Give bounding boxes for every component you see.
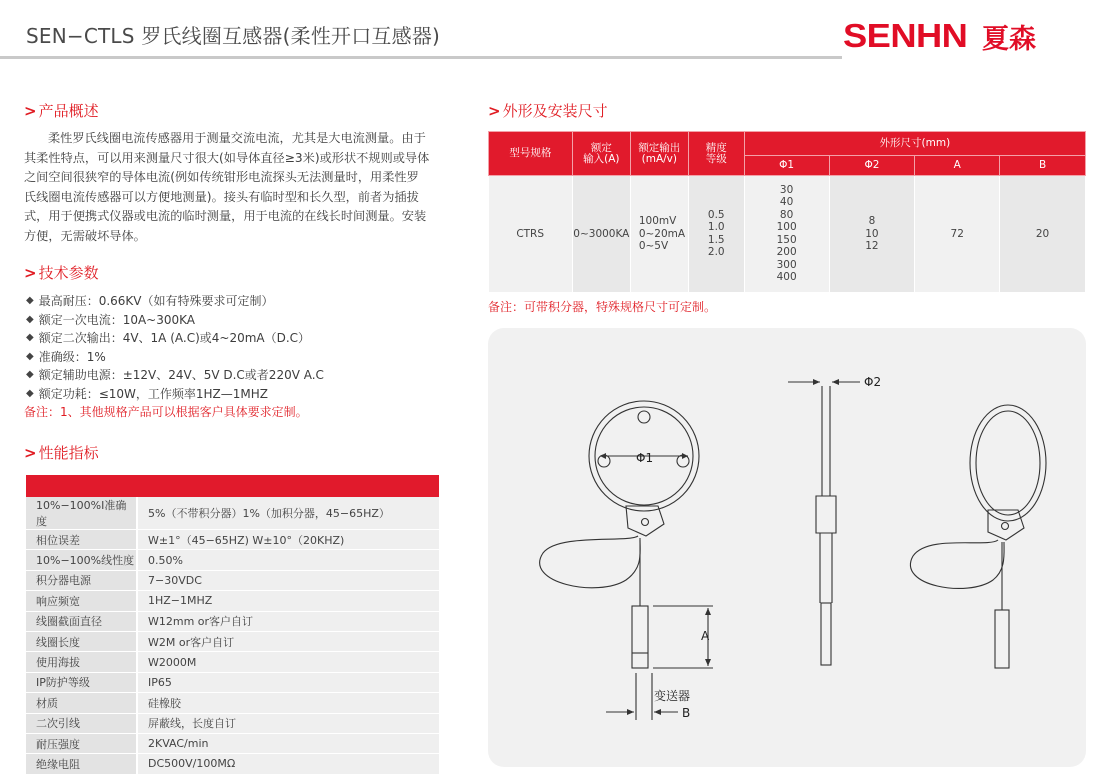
chevron-right-icon: > — [24, 444, 37, 462]
diamond-bullet-icon: ◆ — [26, 350, 34, 362]
transmitter-body-left — [632, 606, 648, 668]
col-outer-size: 外形尺寸(mm) — [744, 132, 1085, 156]
cell-output: 100mV 0~20mA 0~5V — [630, 176, 688, 292]
dimensions-note: 备注：可带积分器，特殊规格尺寸可定制。 — [488, 300, 717, 314]
cell-b: 20 — [1000, 176, 1086, 292]
table-row: 线圈截面直径 W12mm or客户自订 — [26, 611, 439, 631]
side-view-transmitter — [821, 603, 831, 665]
dimensions-heading: > 外形及安装尺寸 — [488, 102, 608, 120]
table-row: 耐压强度 2KVAC/min — [26, 733, 439, 753]
cell-input: 0~3000KA — [572, 176, 630, 292]
col-accuracy: 精度 等级 — [688, 132, 744, 176]
label-transmitter: 变送器 — [654, 689, 691, 703]
cable-loop-left — [540, 536, 641, 588]
dimensions-table — [488, 131, 1086, 292]
performance-header-bar — [26, 475, 439, 497]
overview-line: 氏线圈电流传感器可以方便地测量)。接头有临时型和长久型，前者为插拔 — [24, 189, 419, 204]
connector-screw-icon — [642, 519, 649, 526]
cell-a: 72 — [915, 176, 1000, 292]
overview-line: 式，用于便携式仪器或电流的临时测量，用于电流的在线长时间测量。安装 — [24, 209, 427, 223]
col-a: A — [915, 156, 1000, 176]
diagram-svg — [488, 328, 1086, 767]
diamond-bullet-icon: ◆ — [26, 369, 34, 380]
col-model: 型号规格 — [489, 132, 573, 176]
table-row: IP防护等级 IP65 — [26, 672, 439, 692]
specs-note: 备注：1、其他规格产品可以根据客户具体要求定制。 — [24, 405, 308, 419]
spec-item: ◆ 准确级：1% — [26, 348, 324, 367]
specs-heading: > 技术参数 — [24, 264, 99, 282]
table-row: 使用海拔 W2000M — [26, 652, 439, 672]
logo-text-cn: 夏森 — [982, 23, 1037, 55]
spec-item: ◆ 最高耐压：0.66KV（如有特殊要求可定制） — [26, 292, 324, 311]
cell-accuracy: 0.5 1.0 1.5 2.0 — [688, 176, 744, 292]
coil-inner-right — [976, 411, 1040, 515]
coil-outer-right — [970, 405, 1046, 521]
col-phi2: Φ2 — [829, 156, 915, 176]
page-header — [0, 0, 1108, 62]
performance-table — [26, 475, 439, 775]
diamond-bullet-icon: ◆ — [26, 313, 34, 325]
table-row: 绝缘电阻 DC500V/100MΩ — [26, 754, 439, 774]
table-row — [489, 176, 1086, 292]
label-b: B — [682, 706, 691, 720]
header-rule — [0, 56, 842, 59]
overview-text — [24, 129, 440, 246]
overview-line: 之间空间很狭窄的导体电流(例如传统钳形电流探头无法测量时，用柔性罗 — [24, 170, 419, 184]
spec-item: ◆ 额定辅助电源：±12V、24V、5V D.C或者220V A.C — [26, 366, 324, 385]
label-phi2: Φ2 — [864, 375, 882, 389]
col-rated-input: 额定 输入(A) — [572, 132, 630, 176]
table-row: 响应频宽 1HZ−1MHZ — [26, 591, 439, 611]
side-view-connector — [816, 496, 836, 533]
overview-heading: > 产品概述 — [24, 102, 99, 120]
col-b: B — [1000, 156, 1086, 176]
diamond-bullet-icon: ◆ — [26, 295, 34, 306]
cell-phi2: 8 10 12 — [829, 176, 915, 292]
table-row: 线圈长度 W2M or客户自订 — [26, 631, 439, 651]
cell-phi1: 30 40 80 100 150 200 300 400 — [744, 176, 829, 292]
table-row: 二次引线 屏蔽线，长度自订 — [26, 713, 439, 733]
page-title: SEN−CTLS 罗氏线圈互感器(柔性开口互感器) — [26, 24, 441, 48]
cell-model: CTRS — [489, 176, 573, 292]
diamond-bullet-icon: ◆ — [26, 332, 34, 343]
installation-diagram — [488, 328, 1086, 767]
performance-heading: > 性能指标 — [24, 444, 99, 462]
col-rated-output: 额定输出 (mA/v) — [630, 132, 688, 176]
table-row: 材质 硅橡胶 — [26, 693, 439, 713]
overview-line: 其柔性特点，可以用来测量尺寸很大(如导体直径≥3米)或形状不规则或导体 — [24, 150, 430, 165]
overview-line: 柔性罗氏线圈电流传感器用于测量交流电流，尤其是大电流测量。由于 — [48, 131, 426, 145]
spec-item: ◆ 额定功耗：≤10W，工作频率1HZ—1MHZ — [26, 385, 324, 404]
brand-logo — [843, 17, 1036, 55]
col-phi1: Φ1 — [744, 156, 829, 176]
mount-hole-icon — [638, 411, 650, 423]
chevron-right-icon: > — [24, 102, 37, 120]
specs-list — [26, 292, 324, 403]
transmitter-body-right — [995, 610, 1009, 668]
overview-line: 方便，无需破坏导体。 — [24, 228, 146, 243]
chevron-right-icon: > — [24, 264, 37, 282]
diamond-bullet-icon: ◆ — [26, 387, 34, 399]
spec-item: ◆ 额定一次电流：10A~300KA — [26, 311, 324, 330]
cable-loop-right — [910, 540, 1004, 588]
chevron-right-icon: > — [488, 102, 501, 120]
spec-item: ◆ 额定二次输出：4V、1A (A.C)或4~20mA（D.C） — [26, 329, 324, 348]
connector-screw-icon — [1002, 523, 1009, 530]
label-a: A — [701, 629, 710, 643]
table-row: 相位误差 W±1°（45−65HZ) W±10°（20KHZ) — [26, 530, 439, 550]
label-phi1: Φ1 — [636, 451, 654, 465]
table-row: 10%−100%线性度 0.50% — [26, 550, 439, 570]
table-row: 积分器电源 7−30VDC — [26, 570, 439, 590]
logo-text-en: SENHN — [843, 17, 968, 54]
table-row: 10%−100%I准确度 5%（不带积分器）1%（加积分器，45−65HZ） — [26, 497, 439, 530]
